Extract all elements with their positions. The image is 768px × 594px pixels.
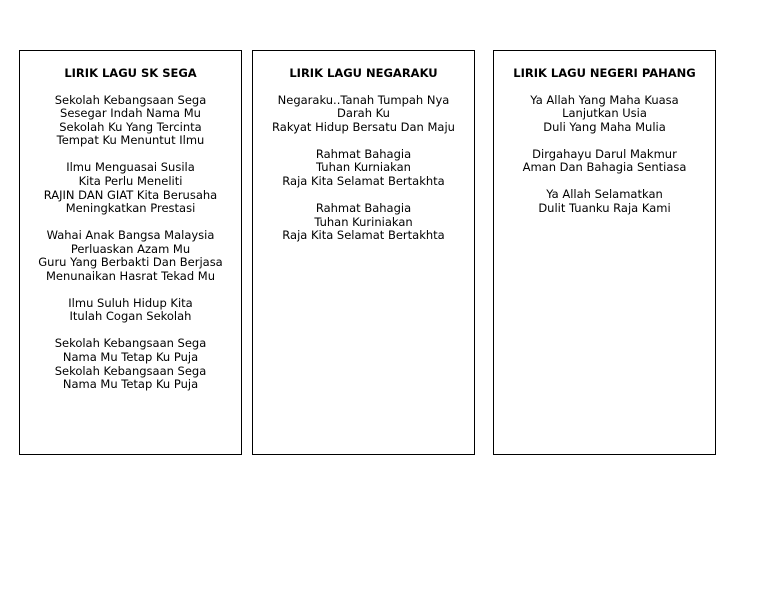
lyric-line: Kita Perlu Meneliti	[78, 173, 183, 188]
lyric-line: Sekolah Ku Yang Tercinta	[59, 119, 202, 134]
lyric-stanza	[20, 337, 241, 391]
lyric-line: Dirgahayu Darul Makmur	[532, 146, 677, 161]
lyric-line: Nama Mu Tetap Ku Puja	[62, 377, 199, 392]
lyric-line: Tuhan Kurniakan	[316, 160, 411, 175]
lyric-line: Sesegar Indah Nama Mu	[60, 106, 201, 121]
lyric-line: Ya Allah Yang Maha Kuasa	[530, 92, 679, 107]
lyric-line: Aman Dan Bahagia Sentiasa	[522, 160, 687, 175]
lyric-line: Wahai Anak Bangsa Malaysia	[46, 228, 215, 243]
lyric-stanza	[253, 202, 474, 243]
lyric-line: Darah Ku	[337, 106, 390, 121]
lyric-line: Menunaikan Hasrat Tekad Mu	[46, 268, 215, 283]
lyric-stanza	[20, 161, 241, 215]
lyric-stanza	[20, 94, 241, 148]
lyric-line: Ya Allah Selamatkan	[546, 187, 663, 202]
panel-title: LIRIK LAGU NEGERI PAHANG	[513, 66, 696, 80]
lyric-line: Sekolah Kebangsaan Sega	[54, 363, 207, 378]
lyric-line: Rahmat Bahagia	[315, 200, 412, 215]
lyric-stanza	[20, 229, 241, 283]
lyric-line: Sekolah Kebangsaan Sega	[54, 92, 207, 107]
lyrics-panel-negaraku	[252, 50, 475, 455]
lyric-stanza	[253, 94, 474, 135]
lyric-line: Guru Yang Berbakti Dan Berjasa	[38, 255, 223, 270]
lyric-line: Raja Kita Selamat Bertakhta	[282, 173, 445, 188]
lyric-line: Nama Mu Tetap Ku Puja	[62, 350, 199, 365]
lyric-line: Tempat Ku Menuntut Ilmu	[56, 133, 205, 148]
lyrics-panel-sk-sega	[19, 50, 242, 455]
lyrics-panel-negeri-pahang	[493, 50, 716, 455]
lyric-line: Raja Kita Selamat Bertakhta	[282, 228, 445, 243]
lyric-line: Lanjutkan Usia	[562, 106, 647, 121]
lyric-line: Duli Yang Maha Mulia	[543, 119, 666, 134]
lyric-stanza	[494, 94, 715, 135]
lyric-line: Ilmu Menguasai Susila	[66, 160, 195, 175]
lyric-line: Meningkatkan Prestasi	[65, 201, 196, 216]
lyric-stanza	[494, 188, 715, 215]
lyric-line: Perluaskan Azam Mu	[70, 241, 191, 256]
lyric-stanza	[253, 148, 474, 189]
panel-title: LIRIK LAGU NEGARAKU	[289, 66, 438, 80]
lyric-stanza	[494, 148, 715, 175]
lyric-line: Rakyat Hidup Bersatu Dan Maju	[272, 119, 455, 134]
lyric-line: Negaraku..Tanah Tumpah Nya	[277, 92, 450, 107]
lyric-line: RAJIN DAN GIAT Kita Berusaha	[43, 187, 218, 202]
lyric-stanza	[20, 297, 241, 324]
panel-title: LIRIK LAGU SK SEGA	[64, 66, 197, 80]
lyric-line: Sekolah Kebangsaan Sega	[54, 336, 207, 351]
lyric-line: Rahmat Bahagia	[315, 146, 412, 161]
lyric-line: Ilmu Suluh Hidup Kita	[68, 295, 193, 310]
lyric-line: Dulit Tuanku Raja Kami	[538, 200, 671, 215]
lyric-line: Itulah Cogan Sekolah	[69, 309, 192, 324]
lyric-line: Tuhan Kuriniakan	[314, 214, 413, 229]
